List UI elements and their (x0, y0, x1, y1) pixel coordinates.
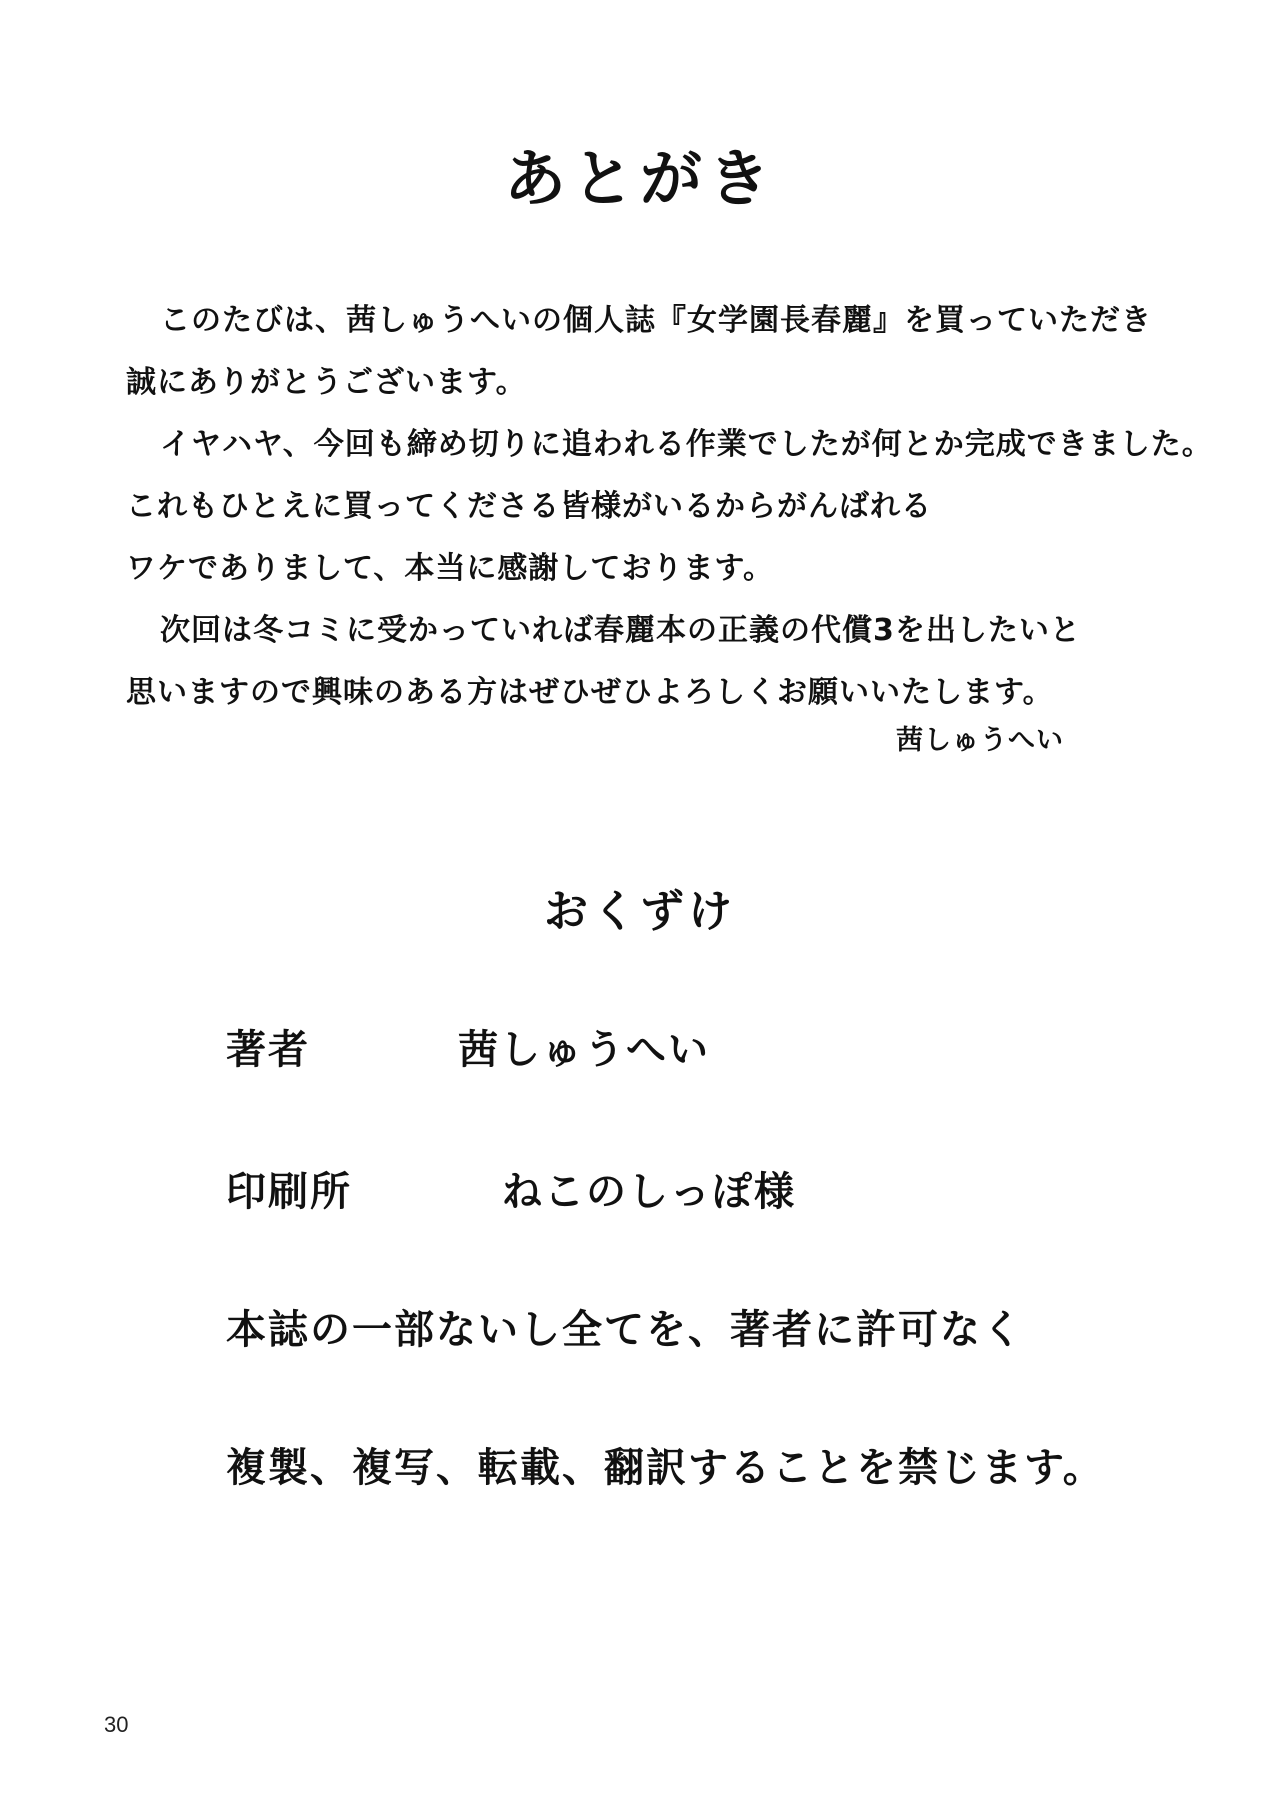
afterword-line: 誠にありがとうございます。 (126, 365, 527, 400)
colophon-title: おくずけ (544, 886, 736, 937)
afterword-signature: 茜しゅうへい (896, 725, 1064, 756)
afterword-line: ワケでありまして、本当に感謝しております。 (126, 551, 774, 586)
author-label: 著者 (226, 1027, 310, 1073)
afterword-line: これもひとえに買ってくださる皆様がいるからがんばれる (126, 489, 932, 524)
afterword-line: イヤハヤ、今回も締め切りに追われる作業でしたが何とか完成できました。 (160, 427, 1213, 462)
afterword-line: 次回は冬コミに受かっていれば春麗本の正義の代償3を出したいと (160, 613, 1081, 648)
printer-value: ねこのしっぽ様 (502, 1169, 796, 1215)
afterword-body (126, 290, 1213, 724)
notice-line: 本誌の一部ないし全てを、著者に許可なく (226, 1307, 1024, 1353)
notice-line: 複製、複写、転載、翻訳することを禁じます。 (226, 1445, 1105, 1491)
afterword-line: このたびは、茜しゅうへいの個人誌『女学園長春麗』を買っていただき (160, 303, 1152, 338)
afterword-line: 思いますので興味のある方はぜひぜひよろしくお願いいたします。 (126, 675, 1054, 710)
printer-label: 印刷所 (226, 1169, 352, 1215)
author-value: 茜しゅうへい (458, 1027, 710, 1073)
page-number: 30 (104, 1712, 129, 1737)
afterword-title: あとがき (503, 142, 776, 215)
